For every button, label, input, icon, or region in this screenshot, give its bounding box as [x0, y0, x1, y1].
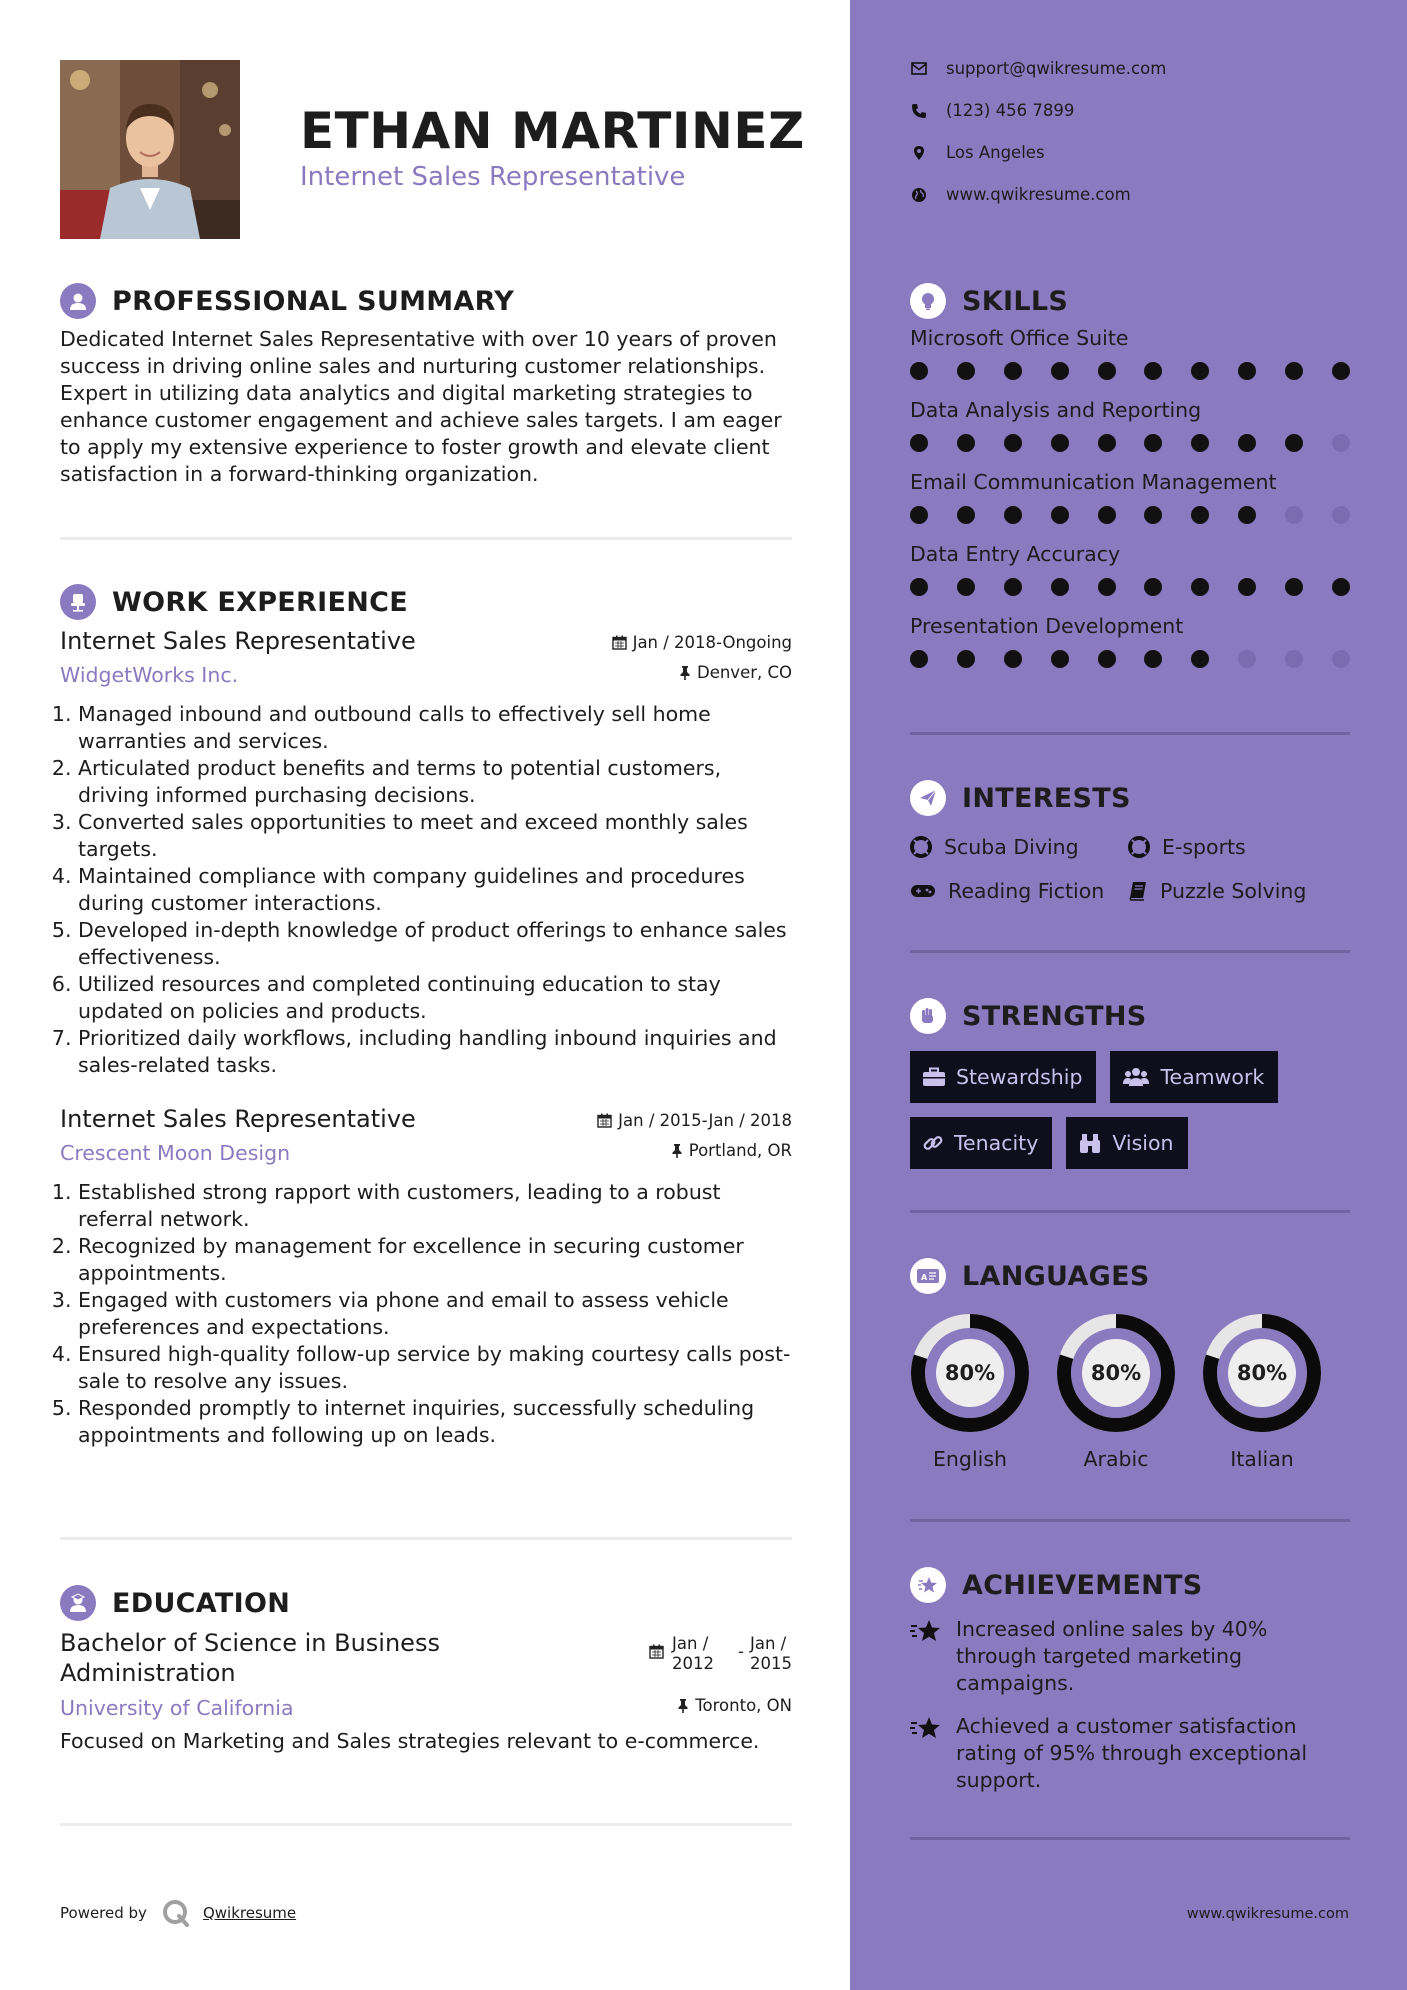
divider — [910, 732, 1350, 735]
rating-dot-filled — [1332, 362, 1350, 380]
rating-dot-filled — [1004, 650, 1022, 668]
interests-heading: INTERESTS — [962, 782, 1131, 814]
email-text[interactable]: support@qwikresume.com — [946, 59, 1167, 78]
rating-dot-filled — [1098, 434, 1116, 452]
candidate-title: Internet Sales Representative — [300, 162, 686, 192]
contact-phone — [910, 101, 1074, 120]
phone-icon — [911, 103, 927, 119]
languages-heading: LANGUAGES — [962, 1260, 1150, 1292]
skill-name: Data Analysis and Reporting — [910, 398, 1202, 422]
skill-name: Presentation Development — [910, 614, 1184, 638]
rating-dot-empty — [1332, 650, 1350, 668]
rating-dot-filled — [1285, 362, 1303, 380]
degree-line: Bachelor of Science in Business — [60, 1629, 440, 1657]
rating-dot-filled — [1191, 362, 1209, 380]
achievement-item — [910, 1713, 1350, 1794]
list-item: 2. Articulated product benefits and terms to potential customers, driving informed purchasing decisions. — [78, 755, 792, 809]
list-item: 3. Engaged with customers via phone and email to assess vehicle preferences and expectations. — [78, 1287, 792, 1341]
strength-label: Vision — [1112, 1131, 1174, 1155]
rating-dot-filled — [1191, 650, 1209, 668]
interest-label: E-sports — [1162, 835, 1246, 859]
rating-dot-filled — [1144, 650, 1162, 668]
rating-dot-empty — [1332, 434, 1350, 452]
rating-dot-empty — [1285, 650, 1303, 668]
calendar-icon — [597, 1113, 612, 1128]
job-location: Portland, OR — [688, 1141, 792, 1160]
contact-website — [910, 185, 1131, 204]
divider — [60, 537, 792, 540]
interest-item — [1128, 869, 1306, 913]
star-icon — [910, 1715, 942, 1741]
achievements-list — [910, 1616, 1350, 1794]
rating-dot-filled — [1098, 506, 1116, 524]
school-location: Toronto, ON — [695, 1696, 792, 1715]
rating-dot-filled — [910, 578, 928, 596]
achievement-text: Achieved a customer satisfaction rating of 95% through exceptional support. — [956, 1714, 1308, 1792]
rating-dot-empty — [1332, 506, 1350, 524]
strengths-list — [910, 1051, 1350, 1169]
language-ring — [1202, 1313, 1322, 1433]
summary-section — [60, 282, 792, 488]
divider — [910, 1519, 1350, 1522]
candidate-name: ETHAN MARTINEZ — [300, 102, 805, 160]
school-name: University of California — [60, 1696, 294, 1720]
rating-dot-filled — [1004, 362, 1022, 380]
list-item: 4. Maintained compliance with company guidelines and procedures during customer interactions. — [78, 863, 792, 917]
date-part: 2012 — [672, 1654, 715, 1673]
divider — [910, 950, 1350, 953]
rating-dot-filled — [1144, 362, 1162, 380]
rating-dot-filled — [957, 506, 975, 524]
graduate-icon — [60, 1585, 96, 1621]
work-heading: WORK EXPERIENCE — [112, 586, 408, 618]
rating-dot-filled — [1191, 434, 1209, 452]
rating-dot-filled — [1238, 434, 1256, 452]
language-item — [910, 1313, 1030, 1471]
strength-chip — [910, 1117, 1052, 1169]
book-icon — [1128, 881, 1148, 901]
interests-section — [910, 779, 1350, 913]
list-item: 6. Utilized resources and completed continuing education to stay updated on policies and products. — [78, 971, 792, 1025]
strength-chip — [1110, 1051, 1278, 1103]
rating-dot-filled — [1332, 578, 1350, 596]
list-item: 4. Ensured high-quality follow-up service by making courtesy calls post-sale to resolve any issues. — [78, 1341, 792, 1395]
edu-end-date — [750, 1634, 792, 1674]
rating-dot-filled — [910, 362, 928, 380]
skill-rating — [910, 362, 1350, 380]
interest-label: Reading Fiction — [948, 879, 1105, 903]
education-section — [60, 1584, 792, 1755]
language-percent: 80% — [944, 1361, 996, 1385]
rating-dot-filled — [957, 578, 975, 596]
qwikresume-link[interactable]: Qwikresume — [202, 1904, 297, 1922]
rating-dot-filled — [1051, 434, 1069, 452]
rating-dot-empty — [1238, 650, 1256, 668]
strength-label: Tenacity — [954, 1131, 1039, 1155]
skill-rating — [910, 434, 1350, 452]
rating-dot-filled — [1004, 506, 1022, 524]
list-item: 7. Prioritized daily workflows, including handling inbound inquiries and sales-related tasks. — [78, 1025, 792, 1079]
skill-rating — [910, 650, 1350, 668]
interest-item — [910, 825, 1128, 869]
duty-list — [78, 1179, 792, 1449]
date-part: Jan / — [672, 1634, 709, 1653]
education-heading: EDUCATION — [112, 1587, 291, 1619]
briefcase-icon — [922, 1067, 946, 1087]
list-item: 2. Recognized by management for excellence in securing customer appointments. — [78, 1233, 792, 1287]
languages-list — [910, 1313, 1350, 1471]
date-separator: - — [738, 1642, 744, 1661]
skill-name: Data Entry Accuracy — [910, 542, 1121, 566]
binoculars-icon — [1078, 1132, 1102, 1154]
interest-item — [910, 869, 1128, 913]
rating-dot-filled — [910, 434, 928, 452]
contact-location — [910, 143, 1045, 162]
language-item — [1202, 1313, 1322, 1471]
strengths-heading: STRENGTHS — [962, 1000, 1147, 1032]
pin-icon — [677, 1698, 689, 1713]
rating-dot-filled — [1051, 650, 1069, 668]
language-ring — [1056, 1313, 1176, 1433]
strengths-section — [910, 997, 1350, 1169]
achievement-item — [910, 1616, 1350, 1697]
paper-plane-icon — [910, 780, 946, 816]
rating-dot-filled — [1098, 578, 1116, 596]
achievements-section — [910, 1566, 1350, 1794]
rating-dot-filled — [1238, 506, 1256, 524]
achievement-text: Increased online sales by 40% through targeted marketing campaigns. — [956, 1617, 1268, 1695]
divider — [60, 1823, 792, 1826]
language-percent: 80% — [1236, 1361, 1288, 1385]
rating-dot-filled — [1098, 362, 1116, 380]
job-dates: Jan / 2015-Jan / 2018 — [618, 1111, 792, 1130]
skill-rating — [910, 506, 1350, 524]
strength-label: Teamwork — [1160, 1065, 1265, 1089]
list-item: 1. Established strong rapport with customers, leading to a robust referral network. — [78, 1179, 792, 1233]
achievements-heading: ACHIEVEMENTS — [962, 1569, 1203, 1601]
date-part: Jan / — [750, 1634, 787, 1653]
rating-dot-filled — [1051, 578, 1069, 596]
skill-name: Email Communication Management — [910, 470, 1277, 494]
rating-dot-filled — [910, 650, 928, 668]
rating-dot-filled — [1285, 434, 1303, 452]
pin-icon — [679, 665, 691, 680]
footer-powered — [60, 1898, 296, 1928]
phone-text[interactable]: (123) 456 7899 — [946, 101, 1075, 120]
rating-dot-filled — [1144, 434, 1162, 452]
qwikresume-logo-icon — [161, 1898, 191, 1928]
divider — [910, 1837, 1350, 1840]
star-icon — [910, 1618, 942, 1644]
star-icon — [910, 1567, 946, 1603]
degree-title — [60, 1628, 440, 1688]
list-item: 1. Managed inbound and outbound calls to effectively sell home warranties and services. — [78, 701, 792, 755]
date-part: 2015 — [750, 1654, 792, 1673]
profile-photo — [60, 60, 240, 239]
rating-dot-filled — [1004, 434, 1022, 452]
job-dates: Jan / 2018-Ongoing — [632, 633, 792, 652]
rating-dot-filled — [957, 362, 975, 380]
rating-dot-filled — [1144, 578, 1162, 596]
globe-icon — [911, 187, 927, 203]
gamepad-icon — [910, 882, 936, 900]
life-ring-icon — [910, 836, 932, 858]
languages-section — [910, 1257, 1350, 1471]
contact-email — [910, 59, 1166, 78]
rating-dot-filled — [1191, 506, 1209, 524]
interest-item — [1128, 825, 1246, 869]
envelope-icon — [911, 62, 927, 75]
language-item — [1056, 1313, 1176, 1471]
summary-text: Dedicated Internet Sales Representative with over 10 years of proven success in driving online sales and nurturing customer relationships. Expert in utilizing data analytics and digital marketing strategies to enhance customer engagement and achieve sales targets. I am eager to apply my extensive experience to foster growth and elevate client satisfaction in a forward-thinking organization. — [60, 327, 782, 486]
interest-label: Scuba Diving — [944, 835, 1079, 859]
lightbulb-icon — [910, 283, 946, 319]
degree-line: Administration — [60, 1659, 236, 1687]
rating-dot-filled — [1285, 578, 1303, 596]
rating-dot-filled — [1004, 578, 1022, 596]
job-title: Internet Sales Representative — [60, 1105, 416, 1133]
job-entry — [60, 627, 792, 1079]
rating-dot-filled — [1144, 506, 1162, 524]
skill-rating — [910, 578, 1350, 596]
rating-dot-filled — [910, 506, 928, 524]
pin-icon — [671, 1143, 683, 1158]
link-icon — [922, 1132, 944, 1154]
education-description: Focused on Marketing and Sales strategies relevant to e-commerce. — [60, 1729, 760, 1753]
language-name: English — [932, 1447, 1008, 1471]
rating-dot-filled — [957, 434, 975, 452]
powered-by-label: Powered by — [60, 1904, 147, 1922]
strength-chip — [1066, 1117, 1187, 1169]
website-text[interactable]: www.qwikresume.com — [946, 185, 1131, 204]
life-ring-icon — [1128, 836, 1150, 858]
rating-dot-filled — [957, 650, 975, 668]
interests-list — [910, 825, 1350, 913]
list-item: 3. Converted sales opportunities to meet and exceed monthly sales targets. — [78, 809, 792, 863]
rating-dot-filled — [1238, 578, 1256, 596]
svg-text:A: A — [921, 1273, 928, 1282]
location-pin-icon — [913, 145, 925, 161]
language-ring — [910, 1313, 1030, 1433]
skills-section — [910, 282, 1350, 686]
company-name: Crescent Moon Design — [60, 1141, 291, 1165]
interest-label: Puzzle Solving — [1160, 879, 1307, 903]
calendar-icon — [612, 635, 627, 650]
rating-dot-filled — [1098, 650, 1116, 668]
language-name: Arabic — [1083, 1447, 1149, 1471]
chair-icon — [60, 584, 96, 620]
summary-heading: PROFESSIONAL SUMMARY — [112, 285, 515, 317]
skills-heading: SKILLS — [962, 285, 1069, 317]
rating-dot-filled — [1238, 362, 1256, 380]
users-icon — [1122, 1067, 1150, 1087]
language-icon — [910, 1258, 946, 1294]
rating-dot-filled — [1051, 362, 1069, 380]
job-location: Denver, CO — [696, 663, 792, 682]
rating-dot-filled — [1051, 506, 1069, 524]
divider — [60, 1537, 792, 1540]
profile-photo-image — [60, 60, 240, 239]
job-entry — [60, 1105, 792, 1449]
language-percent: 80% — [1090, 1361, 1142, 1385]
rating-dot-empty — [1285, 506, 1303, 524]
language-name: Italian — [1230, 1447, 1294, 1471]
job-title: Internet Sales Representative — [60, 627, 416, 655]
skills-list — [910, 326, 1350, 668]
strength-label: Stewardship — [956, 1065, 1083, 1089]
divider — [910, 1210, 1350, 1213]
duty-list — [78, 701, 792, 1079]
list-item: 5. Developed in-depth knowledge of product offerings to enhance sales effectiveness. — [78, 917, 792, 971]
rating-dot-filled — [1191, 578, 1209, 596]
list-item: 5. Responded promptly to internet inquiries, successfully scheduling appointments and following up on leads. — [78, 1395, 792, 1449]
fist-icon — [910, 998, 946, 1034]
strength-chip — [910, 1051, 1096, 1103]
footer-site[interactable]: www.qwikresume.com — [1186, 1906, 1349, 1922]
skill-name: Microsoft Office Suite — [910, 326, 1129, 350]
user-icon — [60, 283, 96, 319]
edu-start-date — [672, 1634, 714, 1674]
calendar-icon — [649, 1644, 664, 1659]
location-text: Los Angeles — [946, 143, 1045, 162]
company-name: WidgetWorks Inc. — [60, 663, 239, 687]
work-section — [60, 583, 792, 1449]
